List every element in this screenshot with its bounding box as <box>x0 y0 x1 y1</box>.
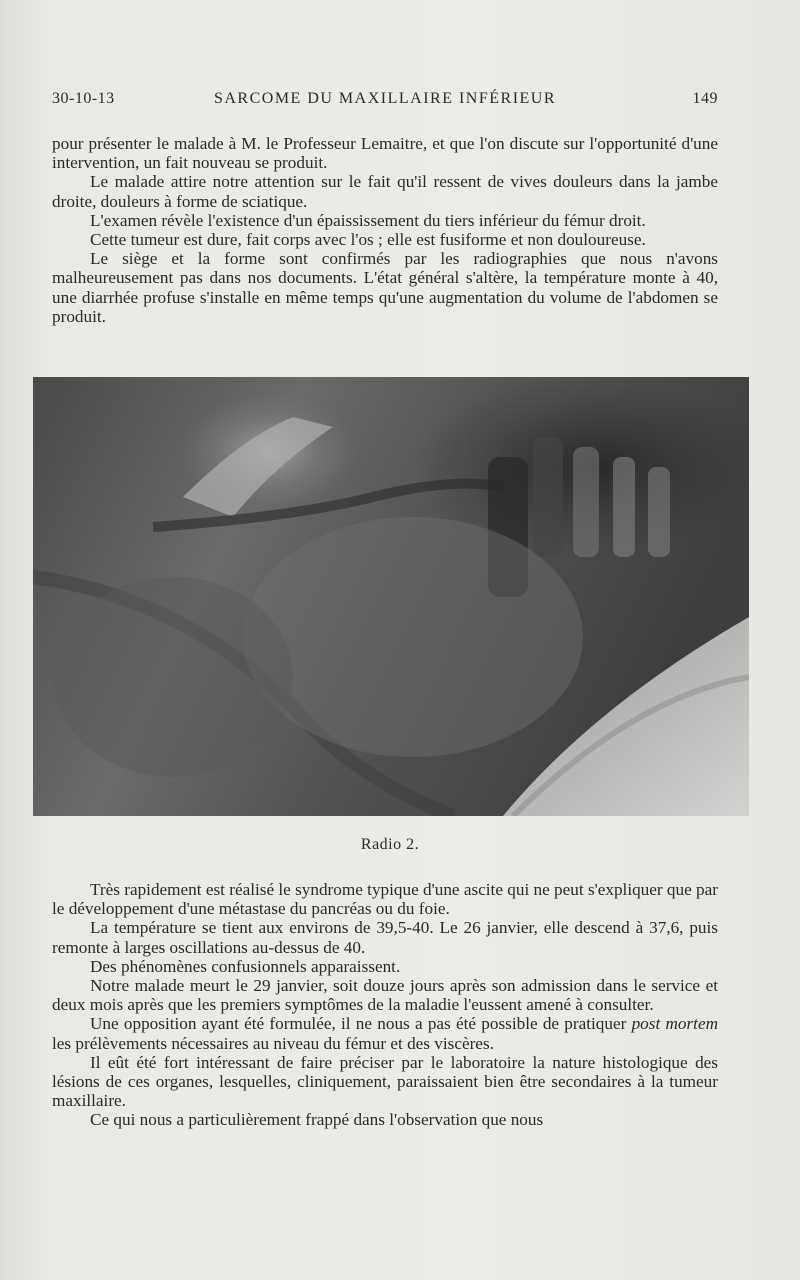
radiograph-image <box>33 377 749 816</box>
header-title: SARCOME DU MAXILLAIRE INFÉRIEUR <box>213 90 557 107</box>
paragraph: Il eût été fort intéressant de faire préciser par le laboratoire la nature histologique des lésions de ces organes, lesquelles, cliniquement, paraissaient bien être secondaires à la tumeur maxillaire. <box>52 1052 718 1111</box>
body-text-bottom <box>52 880 718 1130</box>
paragraph: La température se tient aux environs de 39,5-40. Le 26 janvier, elle descend à 37,6, puis remonte à larges oscillations au-dessus de 40. <box>52 918 718 957</box>
paragraph <box>52 1014 718 1052</box>
paragraph: Notre malade meurt le 29 janvier, soit douze jours après son admission dans le service et deux mois après que les premiers symptômes de la maladie l'eussent amené à consulter. <box>52 976 718 1015</box>
paragraph: Le malade attire notre attention sur le fait qu'il ressent de vives douleurs dans la jambe droite, douleurs à forme de sciatique. <box>52 172 718 211</box>
text-run: Une opposition ayant été formulée, il ne nous a pas été possible de pratiquer <box>90 1014 632 1034</box>
header-date: 30-10-13 <box>52 90 115 107</box>
paragraph: Des phénomènes confusionnels apparaissent. <box>90 956 401 976</box>
paragraph: pour présenter le malade à M. le Professeur Lemaitre, et que l'on discute sur l'opportunité d'une intervention, un fait nouveau se produit. <box>52 134 718 173</box>
paragraph: Cette tumeur est dure, fait corps avec l'os ; elle est fusiforme et non douloureuse. <box>90 230 646 250</box>
figure-caption: Radio 2. <box>360 836 420 853</box>
paragraph: Très rapidement est réalisé le syndrome typique d'une ascite qui ne peut s'expliquer que par le développement d'une métastase du pancréas ou du foie. <box>52 880 718 919</box>
radiograph-svg <box>33 377 749 816</box>
body-text-top <box>52 134 718 326</box>
paragraph: L'examen révèle l'existence d'un épaississement du tiers inférieur du fémur droit. <box>90 210 646 230</box>
paragraph: Le siège et la forme sont confirmés par les radiographies que nous n'avons malheureusement pas dans nos documents. L'état général s'altère, la température monte à 40, une diarrhée profuse s'installe en même temps qu'une augmentation du volume de l'abdomen se produit. <box>52 249 718 326</box>
italic-term: post mortem <box>631 1014 718 1034</box>
page-number: 149 <box>692 90 718 107</box>
running-header <box>52 90 718 114</box>
paragraph: Ce qui nous a particulièrement frappé dans l'observation que nous <box>90 1110 544 1130</box>
text-run: les prélèvements nécessaires au niveau du fémur et des viscères. <box>52 1033 494 1053</box>
